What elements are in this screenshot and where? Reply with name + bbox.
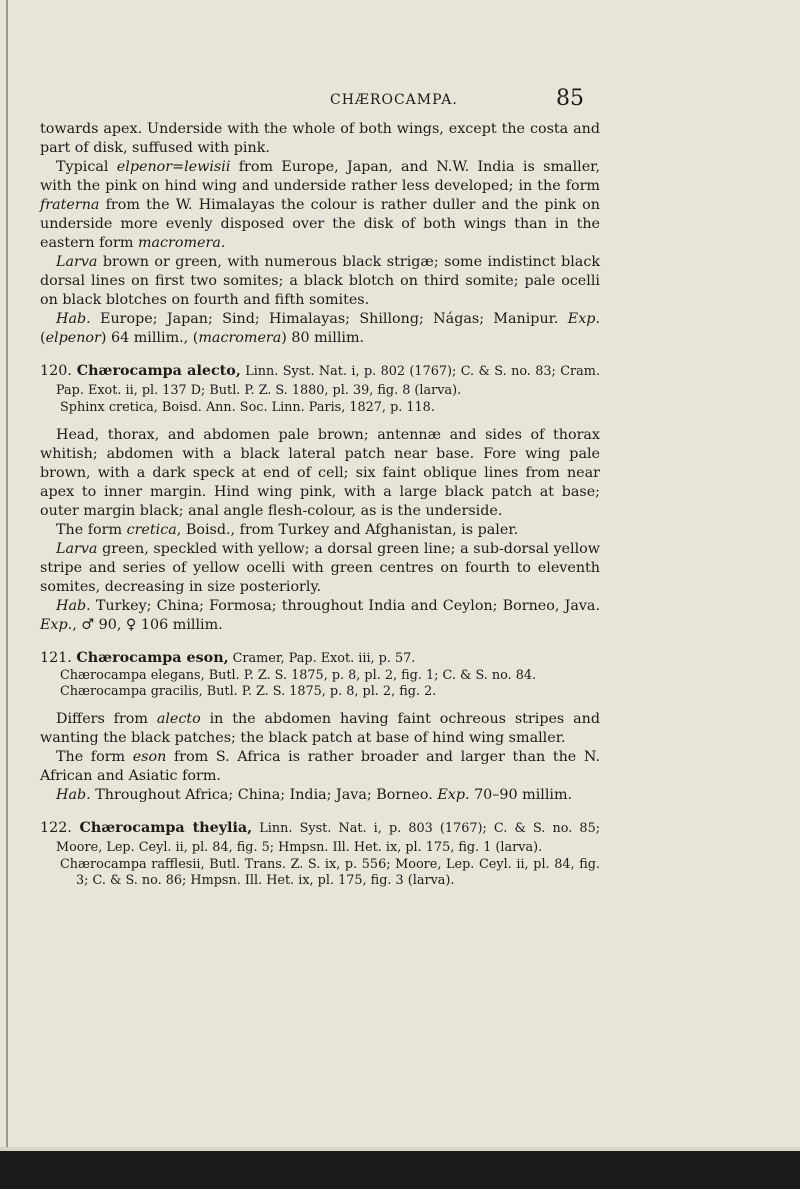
page-number: 85	[556, 86, 584, 111]
spacer	[40, 348, 600, 362]
italic-run: elpenor=lewisii	[116, 159, 231, 175]
species-name: Chærocampa alecto,	[76, 363, 241, 379]
text-run: Europe; Japan; Sind; Himalayas; Shillong; Nágas; Manipur.	[90, 311, 568, 327]
entry-120-larva	[40, 540, 600, 597]
entry-122-synonym: Chærocampa rafflesii, Butl. Trans. Z. S. ix, p. 556; Moore, Lep. Ceyl. ii, pl. 84, fig. 3; C. & S. no. 86; Hmpsn. Ill. Het. ix, pl. 175, fig. 3 (larva).	[60, 857, 600, 888]
reference-text: Linn. Syst. Nat. i, p. 803 (1767); C. & S. no. 85; Moore, Lep. Ceyl. ii, pl. 84, fig. 5; Hmpsn. Ill. Het. ix, pl. 175, fig. 1 (larva).	[56, 821, 601, 855]
italic-run: Hab.	[56, 311, 91, 327]
text-run: .	[220, 235, 226, 251]
spacer	[40, 805, 600, 819]
entry-120-form	[40, 521, 600, 540]
intro-paragraph-4	[40, 310, 600, 348]
entry-121-synonym-2: Chærocampa gracilis, Butl. P. Z. S. 1875, p. 8, pl. 2, fig. 2.	[60, 684, 437, 699]
spacer	[40, 700, 600, 710]
reference-text: Linn. Syst. Nat. i, p. 802 (1767); C. & S. no. 83; Cram. Pap. Exot. ii, pl. 137 D; Butl. P. Z. S. 1880, pl. 39, fig. 8 (larva).	[56, 364, 601, 398]
text-run: The form	[56, 522, 127, 538]
italic-run: elpenor	[45, 330, 101, 346]
intro-paragraph-2	[40, 158, 600, 253]
species-name: Chærocampa theylia,	[79, 820, 253, 836]
text-run: from Europe, Japan, and N.W. India is smaller, with the pink on hind wing and underside rather less developed; in the form	[40, 159, 600, 194]
intro-paragraph-3	[40, 253, 600, 310]
entry-121-habitat	[40, 786, 600, 805]
entry-number: 122.	[40, 820, 72, 836]
italic-run: cretica	[126, 522, 177, 538]
running-title: CHÆROCAMPA.	[330, 92, 458, 108]
italic-run: Larva	[56, 254, 98, 270]
text-run: Typical	[56, 159, 117, 175]
entry-number: 120.	[40, 363, 72, 379]
italic-run: fraterna	[40, 197, 100, 213]
intro-paragraph-1: towards apex. Underside with the whole of both wings, except the costa and part of disk, suffused with pink.	[40, 121, 600, 156]
entry-120-synonym: Sphinx cretica, Boisd. Ann. Soc. Linn. Paris, 1827, p. 118.	[60, 400, 435, 415]
italic-run: Exp.	[567, 311, 600, 327]
text-run: from the W. Himalayas the colour is rather duller and the pink on underside more evenly disposed over the disk of both wings than in the eastern form	[40, 197, 600, 251]
species-name: Chærocampa eson,	[76, 650, 229, 666]
text-run: brown or green, with numerous black strigæ; some indistinct black dorsal lines on first two somites; a black blotch on third somite; pale ocelli on black blotches on fourth and fifth somites.	[40, 254, 600, 308]
page-body	[40, 120, 600, 889]
text-run: ) 80 millim.	[281, 330, 365, 346]
entry-number: 121.	[40, 650, 72, 666]
text-run: 70–90 millim.	[469, 787, 573, 803]
italic-run: macromera	[137, 235, 221, 251]
spacer	[40, 416, 600, 426]
text-run: , ♂ 90, ♀ 106 millim.	[72, 617, 223, 633]
text-run: The form	[56, 749, 133, 765]
page-edge-line	[6, 0, 8, 1189]
italic-run: macromera	[198, 330, 282, 346]
italic-run: Exp.	[40, 617, 73, 633]
text-run: green, speckled with yellow; a dorsal green line; a sub-dorsal yellow stripe and series of yellow ocelli with green centres on fourth to eleventh somites, decreasing in size posteriorly.	[40, 541, 600, 595]
italic-run: Hab.	[56, 787, 91, 803]
text-run: ) 64 millim., (	[100, 330, 199, 346]
text-run: Turkey; China; Formosa; throughout India and Ceylon; Borneo, Java.	[90, 598, 600, 614]
text-run: in the abdomen having faint ochreous stripes and wanting the black patches; the black patch at base of hind wing smaller.	[40, 711, 600, 746]
italic-run: Hab.	[56, 598, 91, 614]
text-run: Throughout Africa; China; India; Java; Borneo.	[90, 787, 438, 803]
entry-122-heading	[40, 819, 600, 857]
entry-120-description: Head, thorax, and abdomen pale brown; antennæ and sides of thorax whitish; abdomen with a black lateral patch near base. Fore wing pale brown, with a dark speck at end of cell; six faint oblique lines from near apex to inner margin. Hind wing pink, with a large black patch at base; outer margin black; anal angle flesh-colour, as is the underside.	[40, 427, 600, 519]
spacer	[40, 635, 600, 649]
italic-run: eson	[132, 749, 167, 765]
italic-run: Exp.	[437, 787, 470, 803]
text-run: Differs from	[56, 711, 157, 727]
scan-border-dark	[0, 1151, 800, 1189]
text-run: (	[40, 330, 46, 346]
reference-text: Cramer, Pap. Exot. iii, p. 57.	[228, 651, 416, 666]
entry-121-heading	[40, 649, 600, 668]
page-header	[0, 86, 800, 116]
entry-120-habitat	[40, 597, 600, 635]
italic-run: alecto	[156, 711, 201, 727]
entry-121-description	[40, 710, 600, 748]
entry-121-form	[40, 748, 600, 786]
entry-121-synonym-1: Chærocampa elegans, Butl. P. Z. S. 1875, p. 8, pl. 2, fig. 1; C. & S. no. 84.	[60, 668, 537, 683]
text-run: , Boisd., from Turkey and Afghanistan, is paler.	[176, 522, 519, 538]
text-run: from S. Africa is rather broader and larger than the N. African and Asiatic form.	[40, 749, 600, 784]
entry-120-heading	[40, 362, 600, 400]
italic-run: Larva	[56, 541, 98, 557]
